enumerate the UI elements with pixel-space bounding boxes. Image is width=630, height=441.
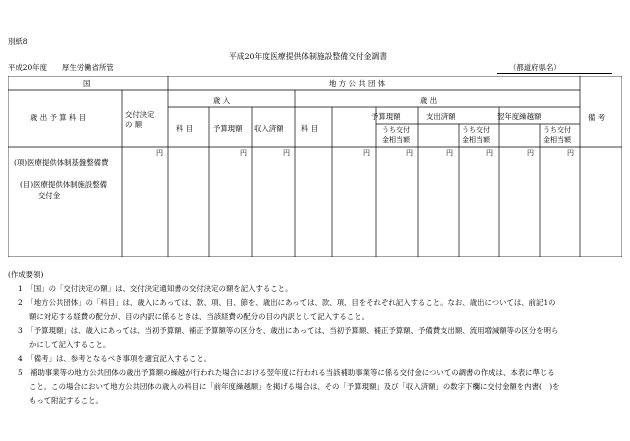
local-government-header: 地 方 公 共 団 体 (329, 79, 386, 88)
note-item-1: 1 「国」の「交付決定の額」は、交付決定通知書の交付決定の額を記入すること。 (18, 284, 293, 293)
note-item-2-cont: 額に対応する経費の配分が、目の内訳に係るときは、当該経費の配分の目の内訳として記入すること。 (29, 312, 369, 321)
yen-unit: 円 (567, 149, 574, 157)
form-number: 別紙8 (8, 37, 28, 46)
expended-amount-header: 支出済額 (426, 112, 456, 121)
item-entry-moku: (目)医療提供体制施設整備 (20, 180, 108, 189)
fiscal-year: 平成20年度 (8, 63, 47, 72)
yen-unit: 円 (527, 149, 534, 157)
item-entry-moku-cont: 交付金 (38, 191, 61, 200)
national-header: 国 (83, 79, 91, 88)
note-item-3-cont: かにして記入すること。 (29, 340, 111, 349)
yen-unit: 円 (240, 149, 247, 157)
prefecture-name: （都道府県名） (509, 63, 561, 72)
expenditure-header: 歳 出 (420, 96, 438, 105)
note-item-5-cont: こと。この場合において地方公共団体の歳入の科目に「前年度繰越額」を掲げる場合は、その「予算現額」及び「収入済額」の数字下欄に交付金額を内書( )を (29, 382, 560, 391)
revenue-header: 歳 入 (213, 96, 231, 105)
expenditure-budget-header: 予算現額 (371, 112, 401, 121)
yen-unit: 円 (156, 149, 163, 157)
ministry-name: 厚生労働省所管 (62, 63, 114, 72)
notes-heading: (作成要領) (8, 270, 44, 279)
revenue-subject-header: 科 目 (176, 124, 194, 133)
prefecture-underline (497, 73, 612, 74)
carryover-grant-equiv-line1: うち交付 (543, 126, 571, 134)
document-title: 平成20年度医療提供体制施設整備交付金調書 (229, 52, 388, 61)
revenue-budget-header: 予算現額 (213, 124, 243, 133)
note-item-5: 5 補助事業等の地方公共団体の歳出予算額の繰越が行われた場合における翌年度に行われる当該補助事業等に係る交付金についての調書の作成は、本表に準じる (18, 368, 555, 377)
yen-unit: 円 (486, 149, 493, 157)
expenditure-subject-header: 科 目 (301, 124, 319, 133)
yen-unit: 円 (446, 149, 453, 157)
note-item-4: 4 「備考」は、参考となるべき事項を適宜記入すること。 (18, 354, 212, 363)
budget-grant-equiv-line2: 金相当額 (382, 136, 410, 144)
expended-grant-equiv-line1: うち交付 (462, 126, 490, 134)
grant-amount-header-line1: 交付決定 (125, 110, 155, 119)
expenditure-budget-subject-header: 歳 出 予 算 科 目 (30, 113, 87, 122)
yen-unit: 円 (363, 149, 370, 157)
note-item-2: 2 「地方公共団体」の「科目」は、歳入にあっては、款、項、目、節を、歳出にあっては、款、項、目をそれぞれ記入すること。なお、歳出については、前記1の (18, 298, 556, 307)
note-item-3: 3 「予算現額」は、歳入にあっては、当初予算額、補正予算額等の区分を、歳出にあっては、当初予算額、補正予算額、予備費支出額、流用増減額等の区分を明ら (18, 326, 559, 335)
revenue-received-header: 収入済額 (254, 124, 284, 133)
yen-unit: 円 (406, 149, 413, 157)
expended-grant-equiv-line2: 金相当額 (462, 136, 490, 144)
item-entry-kou: (項)医療提供体制基盤整備費 (14, 158, 109, 167)
carryover-grant-equiv-line2: 金相当額 (543, 136, 571, 144)
note-item-5-cont2: もって附記すること。 (29, 396, 103, 405)
yen-unit: 円 (283, 149, 290, 157)
grant-amount-header-line2: の 額 (125, 120, 143, 129)
budget-grant-equiv-line1: うち交付 (382, 126, 410, 134)
remarks-header: 備 考 (588, 113, 606, 122)
carryover-amount-header: 翌年度繰越額 (497, 112, 542, 121)
